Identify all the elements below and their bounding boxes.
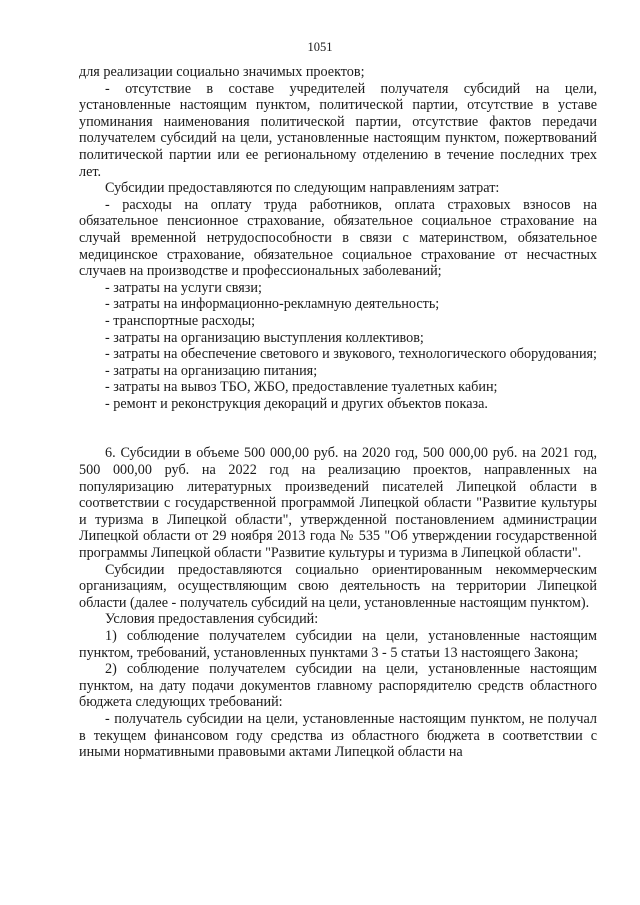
list-item: - затраты на услуги связи; [105, 279, 262, 296]
paragraph: - получатель субсидии на цели, установленные настоящим пунктом, не получал в текущем финансовом году средства из областного бюджета в соответствии с иными нормативными правовыми актами Липецкой области на [79, 710, 597, 761]
paragraph: 2) соблюдение получателем субсидии на цели, установленные настоящим пунктом, на дату подачи документов главному распорядителю средств областного бюджета следующих требований: [79, 661, 597, 711]
paragraph: Субсидии предоставляются по следующим направлениям затрат: [105, 180, 500, 197]
list-item: - ремонт и реконструкция декораций и других объектов показа. [105, 395, 488, 412]
paragraph: 1) соблюдение получателем субсидии на цели, установленные настоящим пунктом, требований, установленных пунктами 3 - 5 статьи 13 настоящего Закона; [79, 628, 597, 661]
section-gap [79, 412, 597, 445]
page-number: 1051 [307, 40, 333, 54]
list-item: - затраты на организацию питания; [105, 362, 318, 379]
paragraph: 6. Субсидии в объеме 500 000,00 руб. на 2020 год, 500 000,00 руб. на 2021 год, 500 000,00 руб. на 2022 год на реализацию проектов, направленных на популяризацию литературных произведений писателей Липецкой области в соответствии с государственной программой Липецкой области "Развитие культуры и туризма в Липецкой области", утвержденной постановлением администрации Липецкой области от 29 ноября 2013 года № 535 "Об утверждении государственной программы Липецкой области "Развитие культуры и туризма в Липецкой области". [79, 445, 597, 562]
paragraph: Условия предоставления субсидий: [105, 611, 319, 628]
paragraph: - расходы на оплату труда работников, оплата страховых взносов на обязательное пенсионное страхование, обязательное социальное страхование на случай временной нетрудоспособности в связи с материнством, обязательное медицинское страхование, обязательное социальное страхование от несчастных случаев на производстве и профессиональных заболеваний; [79, 196, 597, 280]
list-item: - затраты на обеспечение светового и звукового, технологического оборудования; [105, 346, 597, 363]
paragraph: - отсутствие в составе учредителей получателя субсидий на цели, установленные настоящим пунктом, политической партии, отсутствие в уставе упоминания наименования политической партии, отсутствие фактов передачи получателем субсидий на цели, установленные настоящим пунктом, пожертвований политической партии или ее региональному отделению в течение последних трех лет. [79, 80, 597, 180]
document-body [79, 64, 597, 761]
list-item: - транспортные расходы; [105, 312, 256, 329]
paragraph: Субсидии предоставляются социально ориентированным некоммерческим организациям, осуществляющим свою деятельность на территории Липецкой области (далее - получатель субсидий на цели, установленные настоящим пунктом). [79, 561, 597, 611]
list-item: - затраты на информационно-рекламную деятельность; [105, 296, 440, 313]
list-item: - затраты на организацию выступления коллективов; [105, 329, 424, 346]
paragraph: для реализации социально значимых проектов; [79, 64, 365, 80]
list-item: - затраты на вывоз ТБО, ЖБО, предоставление туалетных кабин; [105, 379, 498, 396]
